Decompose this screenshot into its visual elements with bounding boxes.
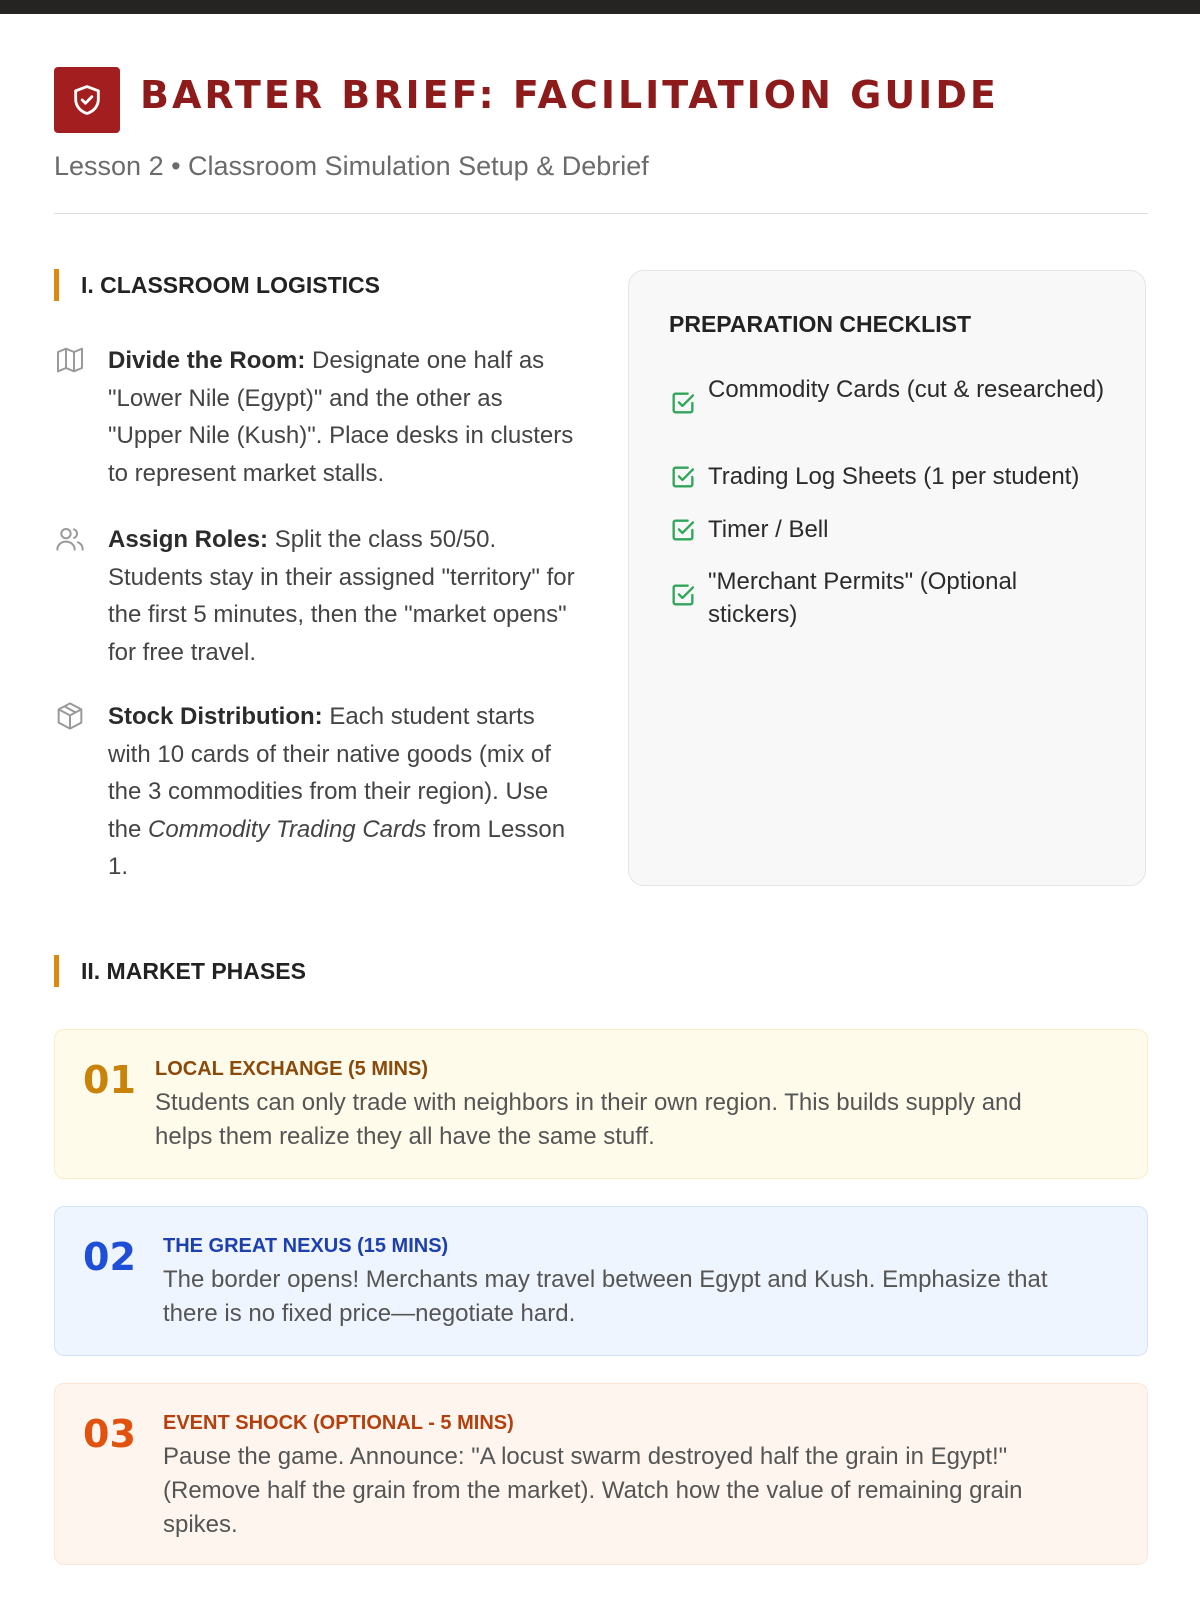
checklist-item-label: "Merchant Permits" (Optional stickers) (708, 568, 1018, 628)
logistics-item-text (108, 521, 578, 671)
checklist-item-label: Timer / Bell (708, 516, 829, 543)
page-subtitle: Lesson 2 • Classroom Simulation Setup & Debrief (54, 151, 649, 181)
phase-description: The border opens! Merchants may travel between Egypt and Kush. Emphasize that there is no fixed price—negotiate hard. (163, 1266, 1048, 1327)
phase-number: 02 (83, 1235, 136, 1279)
shield-check-icon (54, 67, 120, 133)
check-square-icon (669, 581, 697, 609)
checklist-item-label: Trading Log Sheets (1 per student) (708, 463, 1080, 490)
logistics-item-text (108, 342, 578, 492)
map-icon (54, 344, 86, 376)
logistics-item-label: Assign Roles: (108, 526, 269, 553)
box-icon (54, 700, 86, 732)
logistics-item-emphasis: Commodity Trading Cards (148, 815, 427, 843)
logistics-item-body: Split the class 50/50. Students stay in their assigned "territory" for the first 5 minutes, then the "market opens" for free travel. (108, 526, 575, 666)
logistics-item-body-end: from Lesson 1. (108, 815, 566, 880)
phase-card-event-shock (54, 1383, 1148, 1565)
check-square-icon (669, 516, 697, 544)
phase-card-great-nexus (54, 1206, 1148, 1356)
phase-number: 01 (83, 1058, 136, 1102)
logistics-item-text (108, 698, 578, 886)
preparation-checklist-card (628, 270, 1146, 886)
phase-description: Students can only trade with neighbors in their own region. This builds supply and helps them realize they all have the same stuff. (155, 1089, 1022, 1150)
section-heading-logistics: I. CLASSROOM LOGISTICS (54, 269, 380, 301)
phase-card-local-exchange (54, 1029, 1148, 1179)
page-title: BARTER BRIEF: FACILITATION GUIDE (140, 73, 999, 117)
checklist-title: PREPARATION CHECKLIST (669, 311, 971, 337)
phase-title: THE GREAT NEXUS (15 MINS) (163, 1235, 449, 1257)
logistics-item-body: Designate one half as "Lower Nile (Egypt)" and the other as "Upper Nile (Kush)". Place desks in clusters to represent market stalls. (108, 347, 574, 487)
section-heading-market-phases: II. MARKET PHASES (54, 955, 306, 987)
checklist-item-label: Commodity Cards (cut & researched) (708, 376, 1105, 403)
header-divider (54, 213, 1148, 214)
top-bar (0, 0, 1200, 14)
logistics-item-label: Stock Distribution: (108, 703, 323, 730)
check-square-icon (669, 389, 697, 417)
phase-title: LOCAL EXCHANGE (5 MINS) (155, 1058, 428, 1080)
logistics-item-label: Divide the Room: (108, 347, 306, 374)
logistics-item-body: Each student starts with 10 cards of their native goods (mix of the 3 commodities from their region). Use the (108, 703, 551, 843)
phase-title: EVENT SHOCK (OPTIONAL - 5 MINS) (163, 1412, 514, 1434)
phase-number: 03 (83, 1412, 136, 1456)
check-square-icon (669, 463, 697, 491)
users-icon (54, 523, 86, 555)
phase-description: Pause the game. Announce: "A locust swarm destroyed half the grain in Egypt!" (Remove half the grain from the market). Watch how the value of remaining grain spikes. (163, 1443, 1023, 1538)
